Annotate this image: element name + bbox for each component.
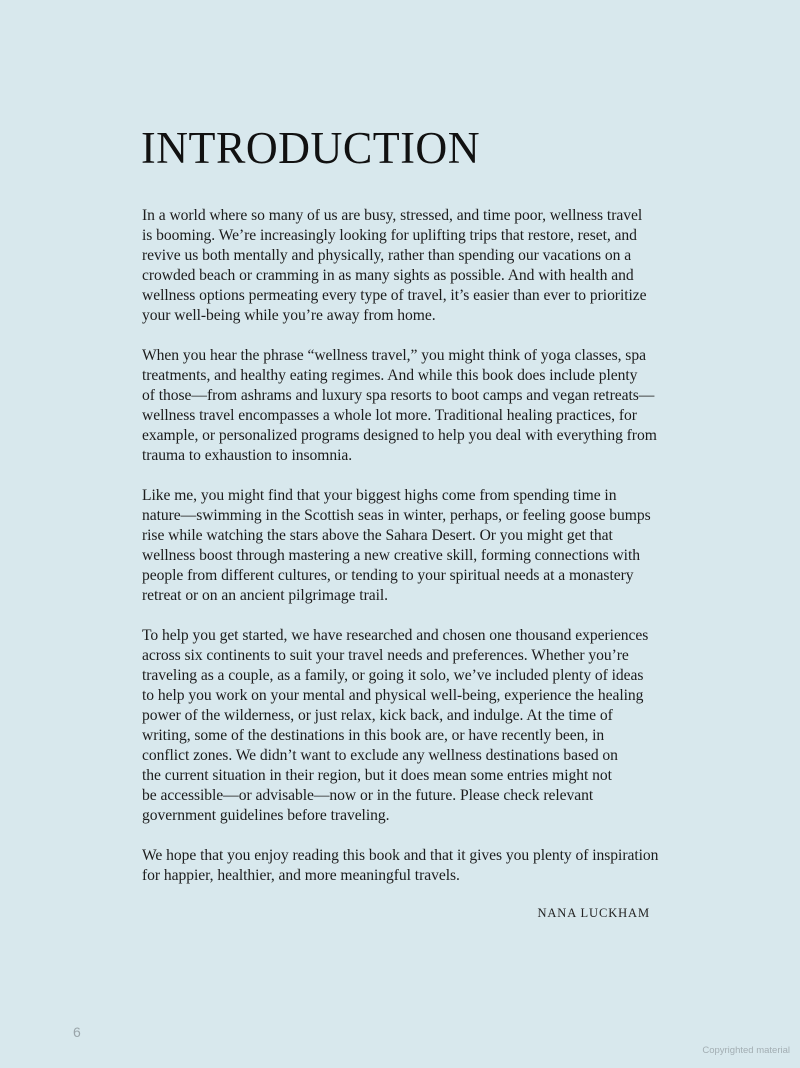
page-title: INTRODUCTION [141, 123, 481, 173]
paragraph-2: When you hear the phrase “wellness travel,” you might think of yoga classes, spa treatments, and healthy eating regimes. And while this book does include plenty of those—from ashrams and luxury spa resorts to boot camps and vegan retreats— wellness travel encompasses a whole lot more. Traditional healing practices, for example, or personalized programs designed to help you deal with everything from trauma to exhaustion to insomnia. [142, 347, 657, 464]
paragraph-3: Like me, you might find that your biggest highs come from spending time in nature—swimming in the Scottish seas in winter, perhaps, or feeling goose bumps rise while watching the stars above the Sahara Desert. Or you might get that wellness boost through mastering a new creative skill, forming connections with people from different cultures, or tending to your spiritual needs at a monastery retreat or on an ancient pilgrimage trail. [142, 487, 651, 604]
copyright-watermark: Copyrighted material [702, 1045, 790, 1056]
introduction-body [142, 206, 662, 906]
paragraph-5: We hope that you enjoy reading this book and that it gives you plenty of inspiration for happier, healthier, and more meaningful travels. [142, 847, 659, 884]
page-number: 6 [73, 1024, 81, 1040]
paragraph-4: To help you get started, we have researched and chosen one thousand experiences across six continents to suit your travel needs and preferences. Whether you’re traveling as a couple, as a family, or going it solo, we’ve included plenty of ideas to help you work on your mental and physical well-being, experience the healing power of the wilderness, or just relax, kick back, and indulge. At the time of writing, some of the destinations in this book are, or have recently been, in conflict zones. We didn’t want to exclude any wellness destinations based on the current situation in their region, but it does mean some entries might not be accessible—or advisable—now or in the future. Please check relevant government guidelines before traveling. [142, 627, 649, 824]
paragraph-1: In a world where so many of us are busy, stressed, and time poor, wellness travel is booming. We’re increasingly looking for uplifting trips that restore, reset, and revive us both mentally and physically, rather than spending our vacations on a crowded beach or cramming in as many sights as possible. And with health and wellness options permeating every type of travel, it’s easier than ever to prioritize your well-being while you’re away from home. [142, 207, 647, 324]
author-signature: NANA LUCKHAM [537, 906, 650, 920]
